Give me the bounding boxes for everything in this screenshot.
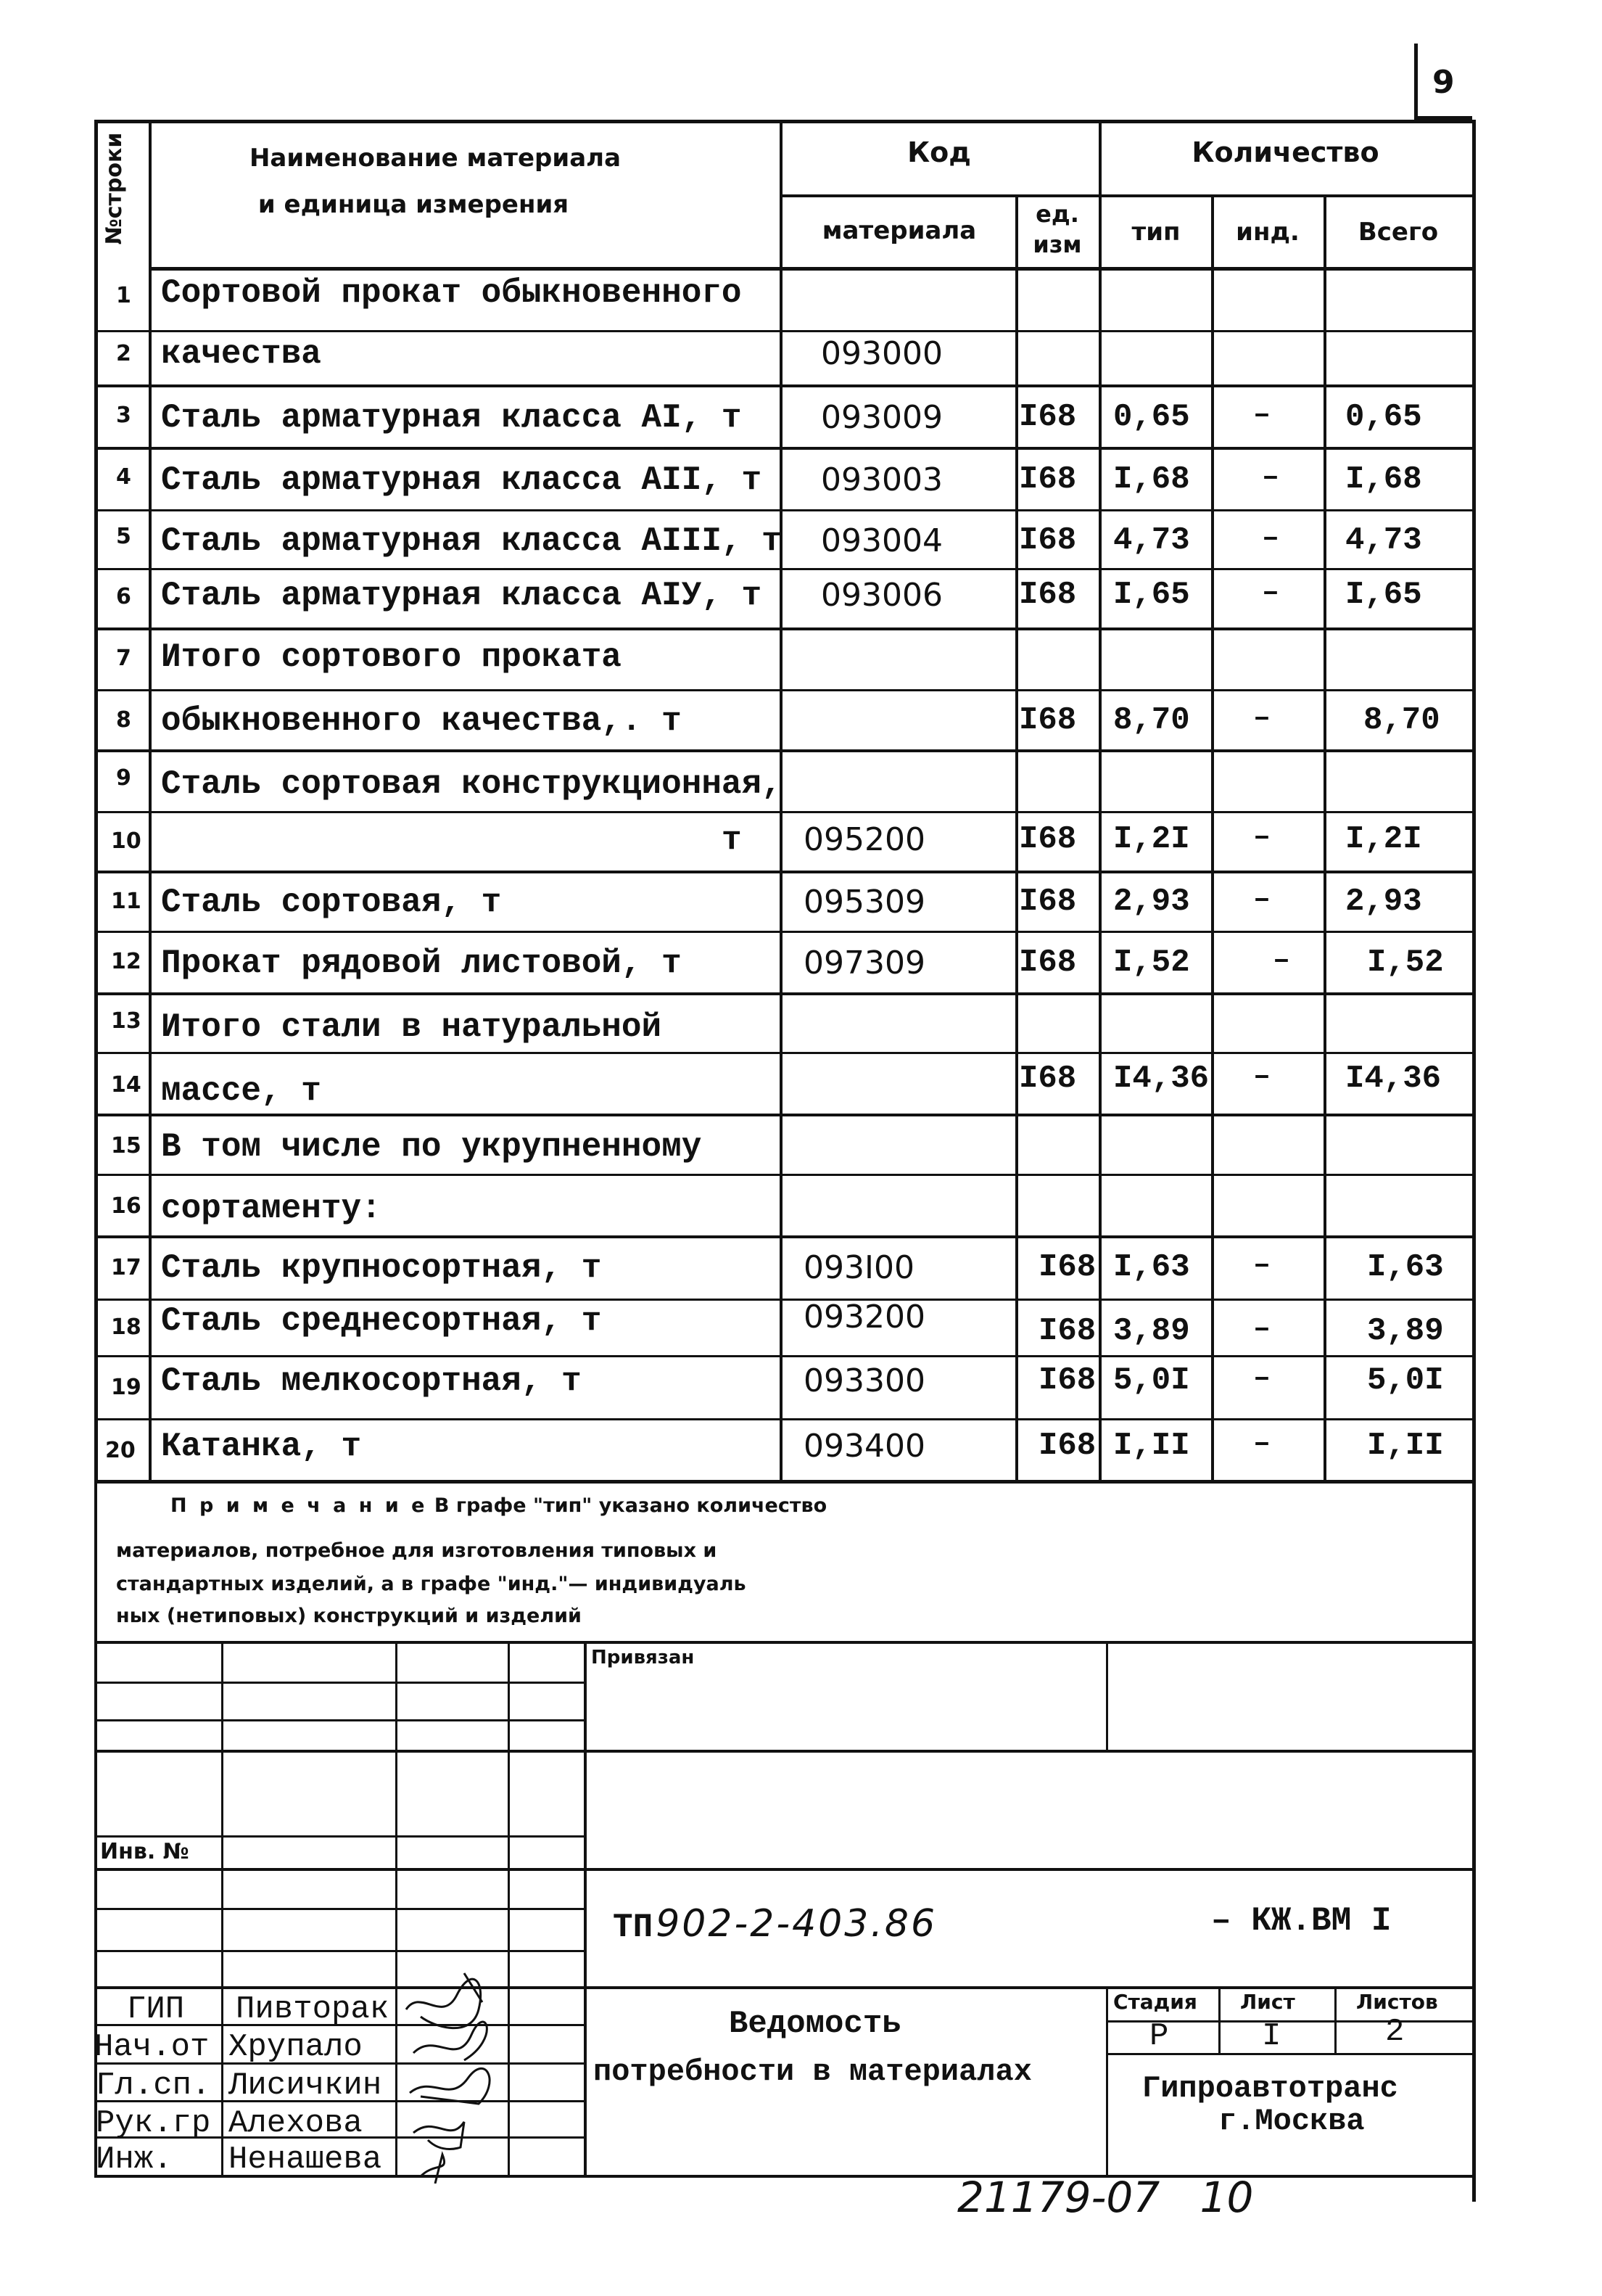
material-code: 093000 — [821, 335, 943, 372]
qty-total: 5,0I — [1367, 1362, 1444, 1399]
unit: I68 — [1019, 821, 1077, 857]
unit: I68 — [1019, 399, 1077, 435]
qty-ind: – — [1262, 522, 1280, 555]
row-number: 20 — [105, 1438, 136, 1463]
row-number: 13 — [111, 1008, 141, 1034]
material-code: 093004 — [821, 522, 943, 559]
unit: I68 — [1039, 1249, 1097, 1285]
material-name: сортаменту: — [161, 1190, 381, 1227]
material-name: Итого сортового проката — [161, 638, 622, 676]
material-code: 093300 — [804, 1362, 925, 1399]
qty-ind: – — [1253, 1249, 1271, 1282]
row-number: 9 — [116, 765, 131, 791]
qty-ind: – — [1253, 884, 1271, 916]
header-name-line1: Наименование материала — [249, 144, 622, 173]
qty-total: I,63 — [1367, 1249, 1444, 1285]
row-number: 18 — [111, 1314, 141, 1340]
material-name: Сортовой прокат обыкновенного — [161, 274, 742, 312]
material-code: 093400 — [804, 1428, 925, 1465]
qty-typ: I,II — [1113, 1428, 1190, 1464]
material-code: 093006 — [821, 577, 943, 614]
qty-typ: 4,73 — [1113, 522, 1190, 559]
material-name: Сталь среднесортная, т — [161, 1302, 602, 1340]
inventory-label: Инв. № — [100, 1839, 189, 1864]
qty-typ: I4,36 — [1113, 1061, 1210, 1097]
row-number: 19 — [111, 1375, 141, 1400]
stage-value: Р — [1149, 2018, 1169, 2054]
qty-ind: – — [1262, 577, 1280, 609]
qty-total: 2,93 — [1345, 884, 1422, 920]
unit: I68 — [1019, 461, 1077, 498]
material-name: качества — [161, 335, 321, 373]
role: Гл.сп. — [96, 2067, 211, 2104]
row-number: 10 — [111, 828, 141, 854]
note-line1: В графе "тип" указано количество — [434, 1494, 827, 1517]
doc-code — [613, 1902, 937, 1946]
row-number: 3 — [116, 403, 131, 428]
organization-city: г.Москва — [1218, 2104, 1365, 2139]
qty-typ: 5,0I — [1113, 1362, 1190, 1399]
material-name: Сталь арматурная класса АII, т — [161, 461, 762, 499]
row-number: 6 — [116, 584, 131, 609]
material-name: Сталь сортовая конструкционная, — [161, 765, 782, 803]
row-number: 2 — [116, 341, 131, 366]
unit: I68 — [1039, 1362, 1097, 1399]
qty-typ: I,63 — [1113, 1249, 1190, 1285]
role: Инж. — [96, 2141, 173, 2178]
qty-total: I,68 — [1345, 461, 1422, 498]
material-name: Итого стали в натуральной — [161, 1008, 662, 1046]
row-number: 15 — [111, 1133, 141, 1159]
unit: I68 — [1019, 945, 1077, 981]
note-lead: П р и м е ч а н и е — [170, 1494, 428, 1517]
sheets-value: 2 — [1385, 2014, 1405, 2050]
qty-typ: I,2I — [1113, 821, 1190, 857]
qty-typ: 0,65 — [1113, 399, 1190, 435]
qty-ind: – — [1253, 1061, 1271, 1093]
page-number: 9 — [1432, 64, 1455, 101]
header-typ: тип — [1131, 218, 1181, 247]
footer-number: 21179-07 10 — [957, 2173, 1254, 2222]
material-code: 097309 — [804, 945, 925, 982]
header-code: Код — [907, 136, 971, 168]
material-code: 095309 — [804, 884, 925, 921]
signatures-icon — [392, 1959, 529, 2184]
material-name: Прокат рядовой листовой, т — [161, 945, 682, 982]
doc-title-line2: потребности в материалах — [593, 2054, 1032, 2089]
qty-ind: – — [1253, 702, 1271, 735]
qty-total: 8,70 — [1363, 702, 1440, 738]
unit: I68 — [1019, 577, 1077, 613]
qty-total: I,2I — [1345, 821, 1422, 857]
qty-total: I,II — [1367, 1428, 1444, 1464]
attached-label: Привязан — [591, 1647, 695, 1668]
material-code: 093I00 — [804, 1249, 914, 1286]
row-number: 17 — [111, 1255, 141, 1280]
material-code: 093200 — [804, 1299, 925, 1336]
material-code: 093009 — [821, 399, 943, 436]
sheets-label: Листов — [1356, 1990, 1438, 2014]
row-number: 11 — [111, 889, 141, 914]
qty-total: 0,65 — [1345, 399, 1422, 435]
row-number: 14 — [111, 1072, 141, 1098]
stage-label: Стадия — [1113, 1990, 1197, 2014]
qty-total: I4,36 — [1345, 1061, 1442, 1097]
role: ГИП — [127, 1991, 185, 2028]
unit: I68 — [1019, 1061, 1077, 1097]
material-name: Сталь арматурная класса АIУ, т — [161, 577, 762, 614]
role: Рук.гр — [96, 2105, 211, 2141]
row-number: 1 — [116, 283, 131, 308]
qty-typ: I,65 — [1113, 577, 1190, 613]
material-name: Сталь сортовая, т — [161, 884, 502, 921]
header-ind: инд. — [1236, 218, 1300, 247]
qty-total: I,65 — [1345, 577, 1422, 613]
signatory-name: Хрупало — [228, 2029, 363, 2065]
row-number: 7 — [116, 646, 131, 671]
material-code: 093003 — [821, 461, 943, 498]
material-name: Сталь крупносортная, т — [161, 1249, 602, 1287]
qty-total: I,52 — [1367, 945, 1444, 981]
sheet-label: Лист — [1240, 1990, 1295, 2014]
header-unit-line1: ед. — [1036, 200, 1079, 228]
header-quantity: Количество — [1192, 136, 1379, 168]
qty-ind: – — [1253, 1428, 1271, 1460]
row-number: 12 — [111, 949, 141, 974]
qty-ind: – — [1262, 461, 1280, 494]
qty-typ: 8,70 — [1113, 702, 1190, 738]
material-name: Сталь арматурная класса АI, т — [161, 399, 742, 437]
qty-typ: I,68 — [1113, 461, 1190, 498]
sheet-value: I — [1262, 2018, 1281, 2054]
header-unit-line2: изм — [1033, 231, 1082, 258]
doc-code-prefix: ТП — [613, 1909, 653, 1946]
signatory-name: Алехова — [228, 2105, 363, 2141]
note-line4: ных (нетиповых) конструкций и изделий — [116, 1605, 582, 1627]
signatory-name: Ненашева — [228, 2141, 382, 2178]
row-number: 8 — [116, 707, 131, 733]
qty-ind: – — [1253, 1362, 1271, 1395]
note-line2: материалов, потребное для изготовления типовых и — [116, 1539, 717, 1562]
doc-code-number: 902-2-403.86 — [656, 1902, 938, 1946]
unit: I68 — [1039, 1428, 1097, 1464]
qty-total: 4,73 — [1345, 522, 1422, 559]
doc-code-suffix: – КЖ.ВМ I — [1211, 1902, 1392, 1940]
row-number: 5 — [116, 524, 131, 549]
header-name-line2: и единица измерения — [257, 190, 569, 219]
unit: I68 — [1039, 1313, 1097, 1349]
qty-ind: – — [1253, 1313, 1271, 1346]
qty-ind: – — [1273, 945, 1291, 977]
material-code: 095200 — [804, 821, 925, 858]
qty-ind: – — [1253, 399, 1271, 432]
qty-typ: 3,89 — [1113, 1313, 1190, 1349]
qty-typ: 2,93 — [1113, 884, 1190, 920]
unit: I68 — [1019, 522, 1077, 559]
unit: I68 — [1019, 702, 1077, 738]
note-line3: стандартных изделий, а в графе "инд."— индивидуаль — [116, 1573, 746, 1595]
material-name: Сталь мелкосортная, т — [161, 1362, 582, 1400]
material-name: обыкновенного качества,. т — [161, 702, 682, 740]
organization-name: Гипроавтотранс — [1142, 2071, 1398, 2106]
qty-total: 3,89 — [1367, 1313, 1444, 1349]
header-row-number: №строки — [102, 132, 127, 245]
unit: I68 — [1019, 884, 1077, 920]
material-name: Сталь арматурная класса АIII, т — [161, 522, 782, 560]
qty-ind: – — [1253, 821, 1271, 854]
doc-title-line1: Ведомость — [729, 2006, 901, 2042]
material-name: В том числе по укрупненному — [161, 1128, 702, 1166]
signatory-name: Пивторак — [236, 1991, 389, 2028]
qty-typ: I,52 — [1113, 945, 1190, 981]
header-total: Всего — [1358, 218, 1439, 247]
material-name: т — [722, 821, 742, 859]
signatory-name: Лисичкин — [228, 2067, 382, 2104]
row-number: 4 — [116, 464, 131, 490]
header-material: материала — [822, 216, 977, 245]
material-name: массе, т — [161, 1072, 321, 1110]
material-name: Катанка, т — [161, 1428, 362, 1465]
role: Нач.от — [94, 2029, 210, 2065]
row-number: 16 — [111, 1193, 141, 1219]
